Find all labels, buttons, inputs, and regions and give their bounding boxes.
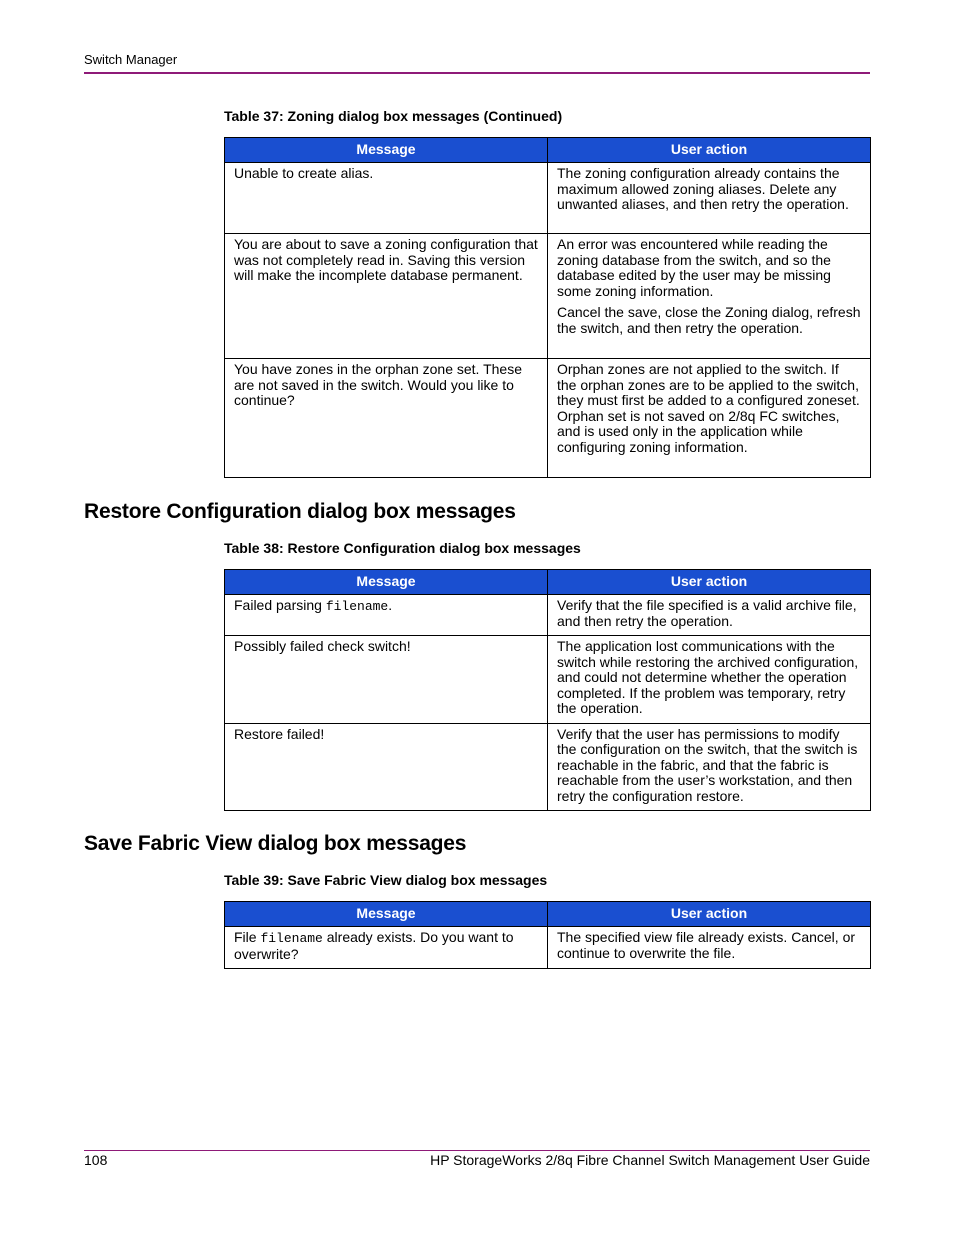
table-header-row xyxy=(225,902,871,927)
section-title-save: Save Fabric View dialog box messages xyxy=(84,832,467,855)
action-cell: Verify that the file specified is a valid archive file, and then retry the operation. xyxy=(548,595,871,636)
header-rule xyxy=(84,72,870,74)
message-cell: You are about to save a zoning configuration that was not completely read in. Saving this version will make the incomplete database permanent. xyxy=(225,234,548,359)
table-row xyxy=(225,359,871,478)
action-cell: Orphan zones are not applied to the switch. If the orphan zones are to be applied to the switch, they must first be added to a configured zoneset. Orphan set is not saved on 2/8q FC switches, and is used only in the application while configuring zoning information. xyxy=(548,359,871,478)
table-row xyxy=(225,723,871,811)
table-header-row xyxy=(225,138,871,163)
table37-caption: Table 37: Zoning dialog box messages (Continued) xyxy=(224,108,563,124)
message-cell: File filename already exists. Do you want to overwrite? xyxy=(225,927,548,969)
filename-code: filename xyxy=(260,931,323,946)
col-header-message: Message xyxy=(225,570,548,595)
action-cell: An error was encountered while reading the zoning database from the switch, and so the database edited by the user may be missing some zoning information. Cancel the save, close the Zoning dialog, refresh the switch, and then retry the operation. xyxy=(548,234,871,359)
message-cell: Possibly failed check switch! xyxy=(225,636,548,724)
filename-code: filename xyxy=(325,599,389,614)
table-row xyxy=(225,595,871,636)
table-row xyxy=(225,927,871,969)
message-cell: Failed parsing filename. xyxy=(225,595,548,636)
col-header-action: User action xyxy=(548,570,871,595)
section-title-restore: Restore Configuration dialog box messages xyxy=(84,500,516,523)
action-cell: The application lost communications with the switch while restoring the archived configuration, and could not determine whether the operation completed. If the problem was temporary, retry the operation. xyxy=(548,636,871,724)
document-title: HP StorageWorks 2/8q Fibre Channel Switch Management User Guide xyxy=(430,1152,870,1168)
table-row xyxy=(225,636,871,724)
table-row xyxy=(225,234,871,359)
page-number: 108 xyxy=(84,1152,108,1168)
table39-caption: Table 39: Save Fabric View dialog box messages xyxy=(224,872,548,888)
col-header-action: User action xyxy=(548,902,871,927)
table-header-row xyxy=(225,570,871,595)
table39 xyxy=(224,901,871,969)
col-header-message: Message xyxy=(225,902,548,927)
table38-caption: Table 38: Restore Configuration dialog box messages xyxy=(224,540,581,556)
action-cell: Verify that the user has permissions to modify the configuration on the switch, that the switch is reachable in the fabric, and that the fabric is reachable from the user’s workstation, and then retry the configuration restore. xyxy=(548,723,871,811)
running-header: Switch Manager xyxy=(84,52,178,67)
col-header-message: Message xyxy=(225,138,548,163)
table37 xyxy=(224,137,871,478)
table-row xyxy=(225,163,871,234)
footer-rule xyxy=(84,1150,870,1151)
action-cell: The zoning configuration already contains the maximum allowed zoning aliases. Delete any unwanted aliases, and then retry the operation. xyxy=(548,163,871,234)
message-cell: You have zones in the orphan zone set. These are not saved in the switch. Would you like to continue? xyxy=(225,359,548,478)
table38 xyxy=(224,569,871,811)
col-header-action: User action xyxy=(548,138,871,163)
action-cell: The specified view file already exists. Cancel, or continue to overwrite the file. xyxy=(548,927,871,969)
message-cell: Unable to create alias. xyxy=(225,163,548,234)
message-cell: Restore failed! xyxy=(225,723,548,811)
